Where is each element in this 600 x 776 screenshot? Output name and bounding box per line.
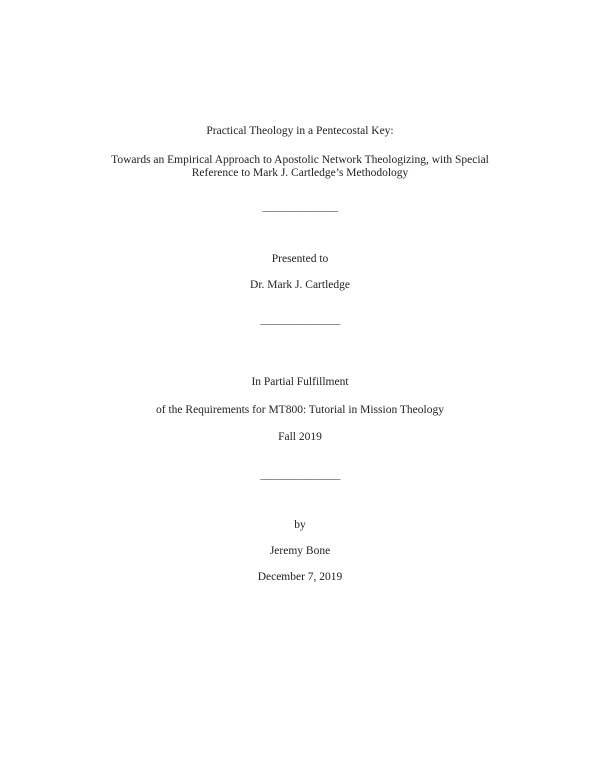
separator-2: ________________ (260, 314, 340, 326)
subtitle-line-2: Reference to Mark J. Cartledge’s Methodology (191, 167, 409, 179)
presented-to-label: Presented to (271, 253, 329, 265)
recipient-name: Dr. Mark J. Cartledge (250, 279, 350, 291)
term-label: Fall 2019 (278, 431, 322, 443)
fulfillment-line-2: of the Requirements for MT800: Tutorial in Mission Theology (156, 404, 444, 416)
separator-3: ________________ (260, 469, 340, 481)
main-title: Practical Theology in a Pentecostal Key: (206, 125, 394, 137)
fulfillment-line-1: In Partial Fulfillment (251, 376, 349, 388)
subtitle-line-1: Towards an Empirical Approach to Apostolic Network Theologizing, with Special (111, 154, 489, 166)
by-label: by (294, 519, 306, 531)
separator-1: _______________ (262, 201, 338, 213)
author-name: Jeremy Bone (269, 545, 331, 557)
submission-date: December 7, 2019 (257, 571, 343, 583)
